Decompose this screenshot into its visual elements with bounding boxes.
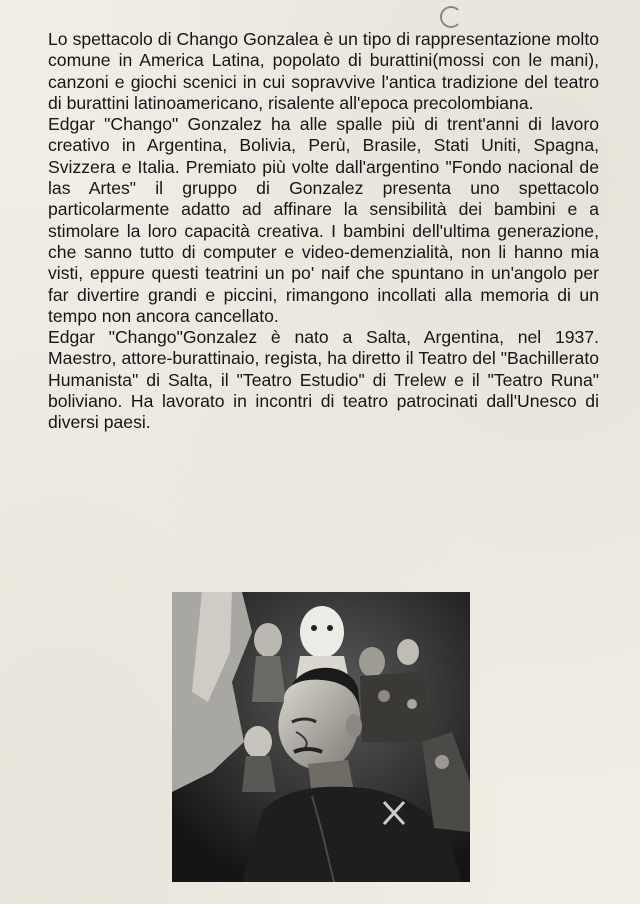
puppeteer-photo-illustration [172,592,470,882]
puppet-hand [378,690,390,702]
article-body [48,29,599,434]
puppet-body-left [252,656,286,702]
paragraph-career: Edgar "Chango" Gonzalez ha alle spalle più di trent'anni di lavoro creativo in Argentina, Bolivia, Perù, Brasile, Stati Uniti, Spagna, Svizzera e Italia. Premiato più volte dall'argentino "Fondo nacional de las Artes" il gruppo di Gonzalez presenta uno spettacolo particolarmente adatto ad affinare la sensibilità dei bambini e a stimolare la loro capacità creativa. I bambini dell'ultima generazione, che sanno tutto di computer e video-demenzialità, non li hanno mia visti, eppure questi teatrini un po' naif che spuntano in un'angolo per far divertire grandi e piccini, rimangono incollati alla memoria di un tempo non ancora cancellato. [48,114,599,326]
paragraph-intro: Lo spettacolo di Chango Gonzalea è un tipo di rappresentazione molto comune in America Latina, popolato di burattini(mossi con le mani), canzoni e giochi scenici in cui sopravvive l'antica tradizione del teatro di burattini latinoamericano, risalente all'epoca precolombiana. [48,29,599,113]
puppet-hand [407,699,417,709]
puppet-head-far-right [397,639,419,665]
ear-shape [346,714,362,738]
puppet-eye [327,625,333,631]
puppet-hand [435,755,449,769]
punch-hole-mark [440,6,462,28]
puppeteer-photo [172,592,470,882]
puppet-group-body [360,672,434,742]
puppet-head-center [300,606,344,658]
paragraph-biography: Edgar "Chango"Gonzalez è nato a Salta, Argentina, nel 1937. Maestro, attore-burattinaio, regista, ha diretto il Teatro del "Bachillerato Humanista" di Salta, il "Teatro Estudio" di Trelew e il "Teatro Runa" boliviano. Ha lavorato in incontri di teatro patrocinati dall'Unesco di diversi paesi. [48,327,599,433]
puppet-body-small [242,756,276,792]
puppet-head-right [359,647,385,677]
puppet-head-left [254,623,282,657]
puppet-head-small [244,726,272,758]
puppet-eye [311,625,317,631]
